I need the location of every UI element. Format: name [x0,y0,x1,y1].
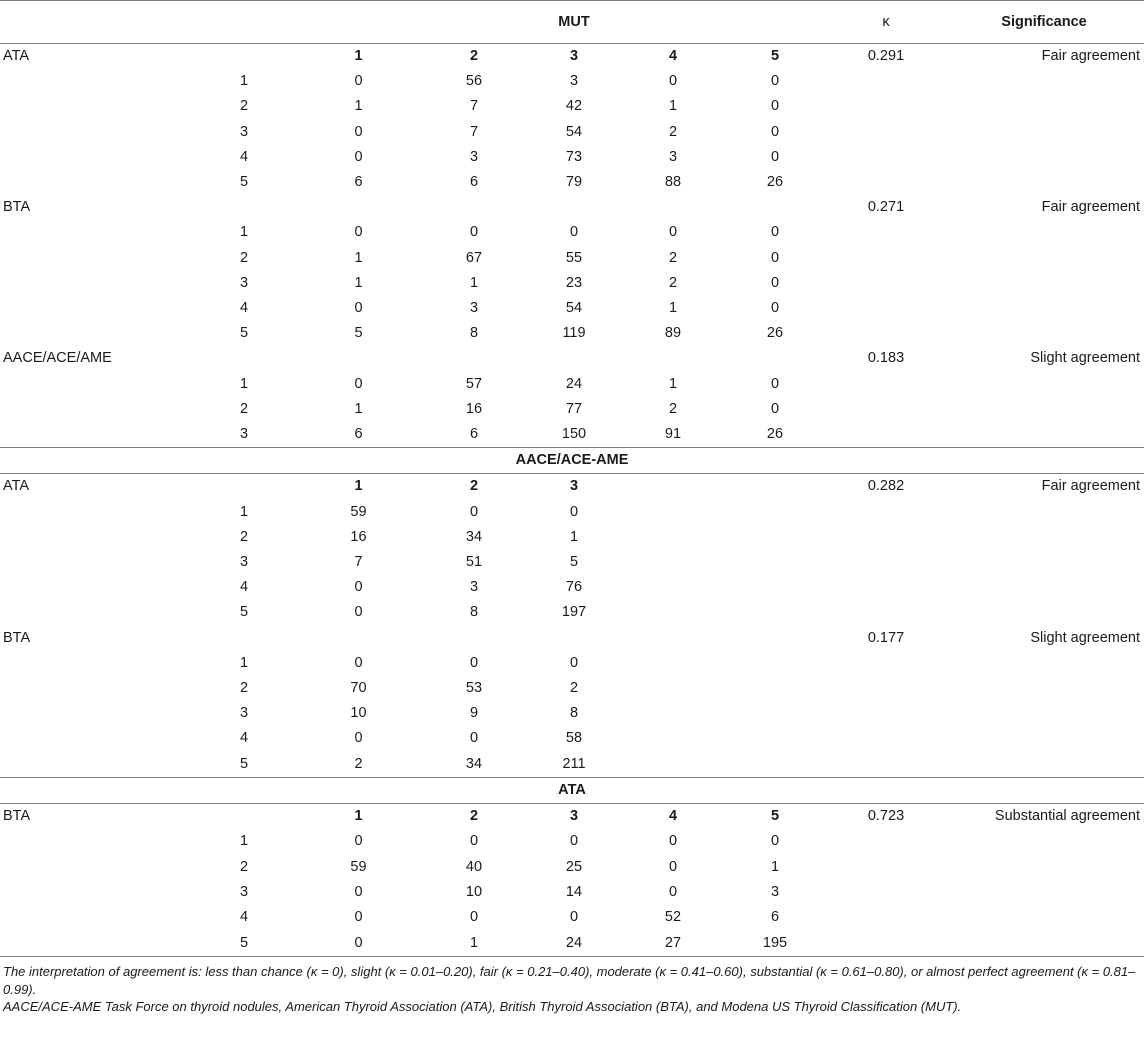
group-header-row [0,346,1144,371]
table-row [0,676,1144,701]
row-category: 3 [239,554,249,571]
kappa-value: 0.177 [867,629,905,646]
cell-value: 77 [565,400,583,417]
cell-value: 3 [469,579,479,596]
cell-value: 1 [668,300,678,317]
cell-value: 0 [354,123,363,140]
cell-value: 2 [668,249,678,266]
row-category: 5 [239,174,249,191]
cell-value: 0 [354,148,363,165]
cell-value: 0 [770,224,780,241]
row-category: 4 [239,300,249,317]
row-category: 3 [239,123,249,140]
cell-value: 24 [565,375,583,392]
section-title: AACE/ACE-AME [0,448,1144,474]
row-category: 1 [239,375,249,392]
table-footnotes [0,957,1144,1016]
cell-value: 0 [293,930,424,957]
cell-value: 0 [770,73,780,90]
cell-value: 26 [766,426,784,443]
column-header: 2 [469,808,479,825]
column-header: 5 [722,44,828,70]
cell-value: 0 [469,833,479,850]
cell-value: 70 [350,680,367,697]
cell-value: 0 [354,224,363,241]
cell-value: 6 [469,174,479,191]
column-header: 3 [569,808,579,825]
cell-value: 91 [664,426,682,443]
cell-value: 14 [565,883,583,900]
cell-value: 1 [354,249,363,266]
cell-value: 5 [569,554,579,571]
cell-value: 211 [562,755,586,772]
cell-value: 0 [469,908,479,925]
table-row [0,94,1144,119]
cell-value: 6 [469,426,479,443]
cell-value: 0 [770,148,780,165]
kappa-value: 0.271 [867,199,905,216]
table-row [0,296,1144,321]
table-header-row [0,1,1144,44]
group-name: BTA [3,808,31,825]
row-category: 5 [239,755,249,772]
cell-value: 8 [469,604,479,621]
table-row [0,855,1144,880]
group-name: BTA [3,199,31,216]
row-category: 3 [239,426,249,443]
cell-value: 0 [569,224,579,241]
column-header: 5 [770,808,780,825]
significance-value: Fair agreement [944,44,1144,70]
group-header-row [0,804,1144,830]
row-category: 2 [239,680,249,697]
group-name: BTA [3,629,31,646]
cell-value: 1 [354,400,363,417]
cell-value: 6 [770,908,780,925]
table-row [0,321,1144,346]
cell-value: 73 [565,148,583,165]
cell-value: 1 [569,528,579,545]
cell-value: 76 [565,579,583,596]
table-row [0,145,1144,170]
cell-value: 1 [770,858,780,875]
row-category: 5 [239,604,249,621]
cell-value: 0 [668,833,678,850]
cell-value: 0 [668,224,678,241]
table-row [0,220,1144,245]
table-row [0,651,1144,676]
row-category: 1 [239,224,249,241]
cell-value: 1 [354,98,363,115]
cell-value: 8 [469,325,479,342]
cell-value: 16 [465,400,483,417]
table-row [0,701,1144,726]
row-category: 3 [239,274,249,291]
group-name: AACE/ACE/AME [3,350,112,367]
table-row [0,905,1144,930]
table-row [0,829,1144,854]
cell-value: 56 [465,73,483,90]
row-category: 4 [239,579,249,596]
cell-value: 57 [465,375,483,392]
cell-value: 0 [770,123,780,140]
cell-value: 1 [469,274,479,291]
cell-value: 2 [668,123,678,140]
row-category: 2 [239,528,249,545]
cell-value: 3 [569,73,579,90]
cell-value: 0 [354,654,363,671]
cell-value: 0 [354,73,363,90]
cell-value: 53 [465,680,483,697]
cell-value: 0 [668,858,678,875]
cell-value: 27 [624,930,722,957]
cell-value: 59 [350,503,367,520]
row-category: 3 [239,705,249,722]
cell-value: 0 [770,274,780,291]
cell-value: 0 [469,730,479,747]
cell-value: 7 [354,554,363,571]
cell-value: 2 [668,400,678,417]
section-header-row [0,448,1144,474]
cell-value: 3 [469,300,479,317]
row-category: 2 [239,400,249,417]
cell-value: 23 [565,274,583,291]
row-category: 5 [195,930,293,957]
table-row [0,930,1144,957]
cell-value: 150 [561,426,587,443]
table-row [0,271,1144,296]
row-category: 4 [239,908,249,925]
row-category: 1 [239,73,249,90]
column-header: 4 [668,808,678,825]
cell-value: 9 [469,705,479,722]
cell-value: 2 [354,755,363,772]
group-header-row [0,195,1144,220]
cell-value: 0 [354,833,363,850]
cell-value: 0 [569,503,579,520]
table-row [0,422,1144,448]
cell-value: 7 [469,123,479,140]
table-row [0,397,1144,422]
cell-value: 54 [565,300,583,317]
cell-value: 0 [469,654,479,671]
cell-value: 40 [465,858,483,875]
table-row [0,170,1144,195]
column-header: 4 [624,44,722,70]
cell-value: 2 [668,274,678,291]
row-category: 1 [239,503,249,520]
cell-value: 0 [354,375,363,392]
kappa-value: 0.723 [867,808,905,825]
table-row [0,575,1144,600]
cell-value: 26 [766,325,784,342]
cell-value: 0 [569,654,579,671]
column-header: 3 [524,44,624,70]
cell-value: 3 [469,148,479,165]
cell-value: 2 [569,680,579,697]
table-row [0,69,1144,94]
cell-value: 0 [770,98,780,115]
cell-value: 58 [565,730,583,747]
table-row [0,372,1144,397]
group-name: ATA [3,478,30,495]
cell-value: 0 [354,579,363,596]
cell-value: 195 [722,930,828,957]
cell-value: 26 [766,174,784,191]
footnote-interpretation: The interpretation of agreement is: less than chance (κ = 0), slight (κ = 0.01–0.20), fair (κ = 0.21–0.40), moderate (κ = 0.41–0.60), substantial (κ = 0.61–0.80), or almost perfect agreement (κ = 0.81–0.99). [3,964,1136,997]
footnote-abbreviations: AACE/ACE-AME Task Force on thyroid nodules, American Thyroid Association (ATA), British Thyroid Association (BTA), and Modena US Thyroid Classification (MUT). [3,999,962,1015]
cell-value: 1 [668,375,678,392]
table-body [0,44,1144,957]
significance-header: Significance [944,1,1144,44]
section-title: ATA [0,777,1144,803]
group-header-row [0,626,1144,651]
cell-value: 0 [770,400,780,417]
table-row [0,600,1144,625]
cell-value: 55 [565,249,583,266]
column-header: 3 [569,478,579,495]
cell-value: 59 [350,858,367,875]
cell-value: 0 [770,300,780,317]
kappa-value: 0.291 [828,44,944,70]
cell-value: 0 [668,73,678,90]
significance-value: Slight agreement [1030,350,1140,367]
cell-value: 25 [565,858,583,875]
cell-value: 6 [354,174,363,191]
row-category: 4 [239,730,249,747]
row-category: 5 [239,325,249,342]
table-row [0,246,1144,271]
cell-value: 34 [465,755,483,772]
column-header: 2 [424,44,524,70]
significance-value: Slight agreement [1030,629,1140,646]
table-row [0,726,1144,751]
column-header: 1 [354,808,363,825]
cell-value: 54 [565,123,583,140]
cell-value: 0 [354,883,363,900]
cell-value: 42 [565,98,583,115]
table-row [0,500,1144,525]
cell-value: 24 [524,930,624,957]
group-name: ATA [0,44,195,70]
row-category: 1 [239,654,249,671]
group-header-row [0,474,1144,500]
cell-value: 0 [668,883,678,900]
cell-value: 3 [668,148,678,165]
cell-value: 8 [569,705,579,722]
cell-value: 0 [469,503,479,520]
kappa-value: 0.183 [867,350,905,367]
cell-value: 7 [469,98,479,115]
cell-value: 79 [565,174,583,191]
table-row [0,120,1144,145]
table-row [0,525,1144,550]
row-category: 4 [239,148,249,165]
cell-value: 0 [354,730,363,747]
cell-value: 0 [770,375,780,392]
significance-value: Substantial agreement [994,808,1140,825]
cell-value: 1 [668,98,678,115]
cell-value: 10 [465,883,483,900]
cell-value: 10 [350,705,367,722]
cell-value: 52 [664,908,682,925]
column-header: 1 [354,478,363,495]
significance-value: Fair agreement [1041,478,1140,495]
cell-value: 0 [354,908,363,925]
section-header-row [0,777,1144,803]
cell-value: 0 [569,833,579,850]
cell-value: 119 [562,325,586,342]
cell-value: 0 [354,300,363,317]
kappa-header: κ [828,1,944,44]
cell-value: 0 [770,249,780,266]
row-category: 2 [239,98,249,115]
row-category: 2 [239,858,249,875]
group-header-row [0,44,1144,70]
table-row [0,550,1144,575]
table-row [0,752,1144,778]
cell-value: 89 [664,325,682,342]
kappa-value: 0.282 [867,478,905,495]
cell-value: 5 [354,325,363,342]
cell-value: 0 [354,604,363,621]
cell-value: 0 [469,224,479,241]
cell-value: 0 [569,908,579,925]
cell-value: 16 [350,528,367,545]
row-category: 1 [239,833,249,850]
cell-value: 67 [465,249,483,266]
cell-value: 6 [354,426,363,443]
cell-value: 34 [465,528,483,545]
mut-header: MUT [524,1,624,44]
row-category: 3 [239,883,249,900]
significance-value: Fair agreement [1041,199,1140,216]
column-header: 2 [469,478,479,495]
cell-value: 1 [354,274,363,291]
cell-value: 51 [465,554,483,571]
cell-value: 0 [770,833,780,850]
row-category: 2 [239,249,249,266]
table-row [0,880,1144,905]
column-header: 1 [293,44,424,70]
cell-value: 3 [770,883,780,900]
cell-value: 197 [561,604,587,621]
cell-value: 1 [424,930,524,957]
cell-value: 88 [664,174,682,191]
